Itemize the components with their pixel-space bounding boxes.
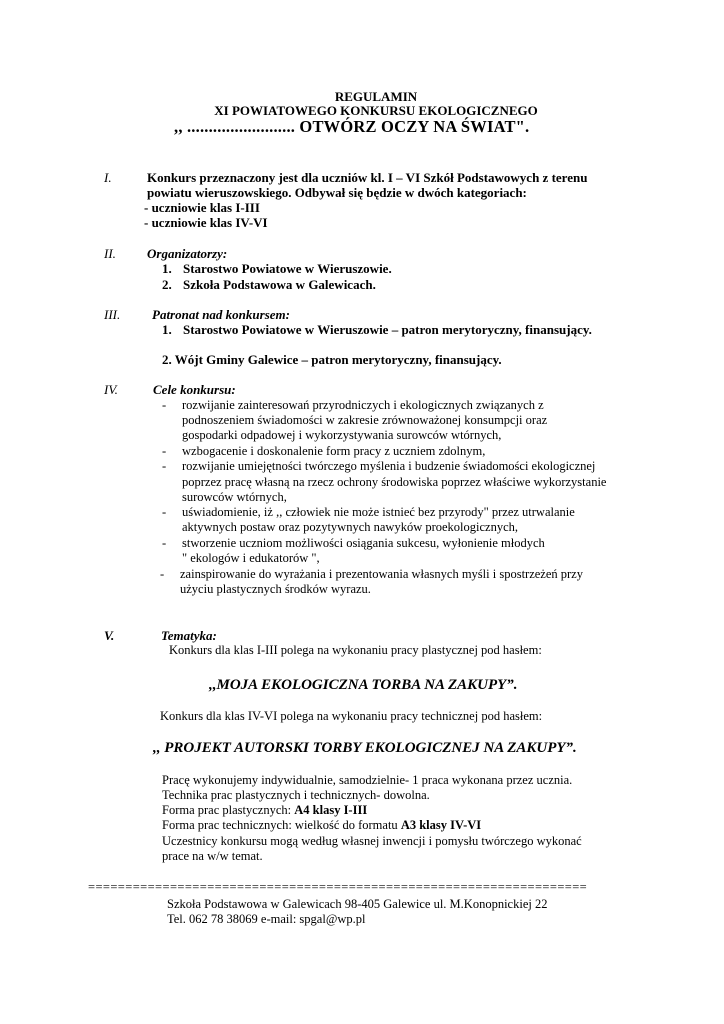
section-5-paragraph-1: Pracę wykonujemy indywidualnie, samodzielnie- 1 praca wykonana przez ucznia. bbox=[162, 773, 573, 787]
section-1-item-2: - uczniowie klas IV-VI bbox=[144, 215, 268, 230]
section-2-item-2: Szkoła Podstawowa w Galewicach. bbox=[183, 277, 376, 292]
goal-line: wzbogacenie i doskonalenie form pracy z uczniem zdolnym, bbox=[182, 444, 486, 458]
goal-line: poprzez pracę własną na rzecz ochrony środowiska poprzez właściwe wykorzystanie bbox=[182, 475, 607, 489]
section-5-line-2: Konkurs dla klas IV-VI polega na wykonaniu pracy technicznej pod hasłem: bbox=[160, 709, 543, 723]
goal-dash: - bbox=[162, 398, 167, 412]
document-title: REGULAMIN bbox=[334, 89, 418, 104]
goal-line: rozwijanie umiejętności twórczego myślenia i budzenie świadomości ekologicznej bbox=[182, 459, 596, 473]
section-2-heading: Organizatorzy: bbox=[147, 246, 228, 261]
goal-line: surowców wtórnych, bbox=[182, 490, 287, 504]
art-format-label: Forma prac plastycznych: bbox=[162, 803, 295, 817]
footer-contact: Tel. 062 78 38069 e-mail: spgal@wp.pl bbox=[167, 912, 366, 926]
goal-line: podnoszeniem świadomości w zakresie zrównoważonej konsumpcji oraz bbox=[182, 413, 548, 427]
goal-line: gospodarki odpadowej i wykorzystywania surowców wtórnych, bbox=[182, 428, 502, 442]
section-1-line-1: Konkurs przeznaczony jest dla uczniów kl. I – VI Szkół Podstawowych z terenu bbox=[147, 170, 588, 185]
section-5-paragraph-2: Technika prac plastycznych i technicznych- dowolna. bbox=[162, 788, 430, 802]
section-5-paragraph-5: Uczestnicy konkursu mogą według własnej inwencji i pomysłu twórczego wykonać bbox=[162, 834, 582, 848]
section-3-heading: Patronat nad konkursem: bbox=[152, 307, 290, 322]
goal-line: rozwijanie zainteresowań przyrodniczych i ekologicznych związanych z bbox=[182, 398, 544, 412]
section-2-item-1-number: 1. bbox=[162, 261, 172, 276]
section-2-item-2-number: 2. bbox=[162, 277, 172, 292]
goal-dash: - bbox=[162, 459, 167, 473]
section-1-line-2: powiatu wieruszowskiego. Odbywał się będzie w dwóch kategoriach: bbox=[147, 185, 527, 200]
goal-line: użyciu plastycznych środków wyrazu. bbox=[180, 582, 371, 596]
section-5-heading: Tematyka: bbox=[161, 628, 217, 643]
tech-format-label: Forma prac technicznych: wielkość do formatu bbox=[162, 818, 401, 832]
section-4-heading: Cele konkursu: bbox=[153, 382, 236, 397]
goal-line: aktywnych postaw oraz pozytywnych nawyków proekologicznych, bbox=[182, 520, 519, 534]
section-5-number: V. bbox=[104, 628, 115, 643]
document-subtitle: XI POWIATOWEGO KONKURSU EKOLOGICZNEGO bbox=[214, 103, 538, 118]
section-3-item-1: Starostwo Powiatowe w Wieruszowie – patron merytoryczny, finansujący. bbox=[183, 322, 592, 337]
section-5-paragraph-6: prace na w/w temat. bbox=[162, 849, 263, 863]
footer-separator: =================================================================== bbox=[88, 880, 588, 894]
section-2-number: II. bbox=[104, 246, 116, 261]
section-5-paragraph-3 bbox=[162, 804, 367, 817]
tech-format-value: A3 klasy IV-VI bbox=[400, 818, 482, 832]
goal-line: uświadomienie, iż ,, człowiek nie może istnieć bez przyrody" przez utrwalanie bbox=[182, 505, 575, 519]
goal-line: zainspirowanie do wyrażania i prezentowania własnych myśli i spostrzeżeń przy bbox=[180, 567, 583, 581]
goal-dash: - bbox=[162, 505, 167, 519]
goal-dash: - bbox=[160, 567, 165, 581]
goal-line: " ekologów i edukatorów ", bbox=[182, 551, 320, 565]
section-3-item-1-number: 1. bbox=[162, 322, 172, 337]
footer-address: Szkoła Podstawowa w Galewicach 98-405 Galewice ul. M.Konopnickiej 22 bbox=[167, 897, 548, 911]
goal-dash: - bbox=[162, 536, 167, 550]
contest-motto: ,, ......................... OTWÓRZ OCZY NA ŚWIAT". bbox=[174, 117, 530, 136]
goal-dash: - bbox=[162, 444, 167, 458]
art-format-value: A4 klasy I-III bbox=[294, 803, 368, 817]
theme-motto-2: ,, PROJEKT AUTORSKI TORBY EKOLOGICZNEJ NA ZAKUPY”. bbox=[153, 740, 577, 756]
goal-line: stworzenie uczniom możliwości osiągania sukcesu, wyłonienie młodych bbox=[182, 536, 545, 550]
section-4-number: IV. bbox=[104, 382, 118, 397]
section-3-number: III. bbox=[104, 307, 121, 322]
section-5-line-1: Konkurs dla klas I-III polega na wykonaniu pracy plastycznej pod hasłem: bbox=[169, 643, 542, 657]
section-2-item-1: Starostwo Powiatowe w Wieruszowie. bbox=[183, 261, 392, 276]
section-3-item-2: 2. Wójt Gminy Galewice – patron merytoryczny, finansujący. bbox=[162, 352, 502, 367]
theme-motto-1: ,,MOJA EKOLOGICZNA TORBA NA ZAKUPY”. bbox=[209, 677, 518, 693]
section-5-paragraph-4 bbox=[162, 819, 481, 832]
section-1-item-1: - uczniowie klas I-III bbox=[144, 200, 260, 215]
section-1-number: I. bbox=[104, 170, 112, 185]
